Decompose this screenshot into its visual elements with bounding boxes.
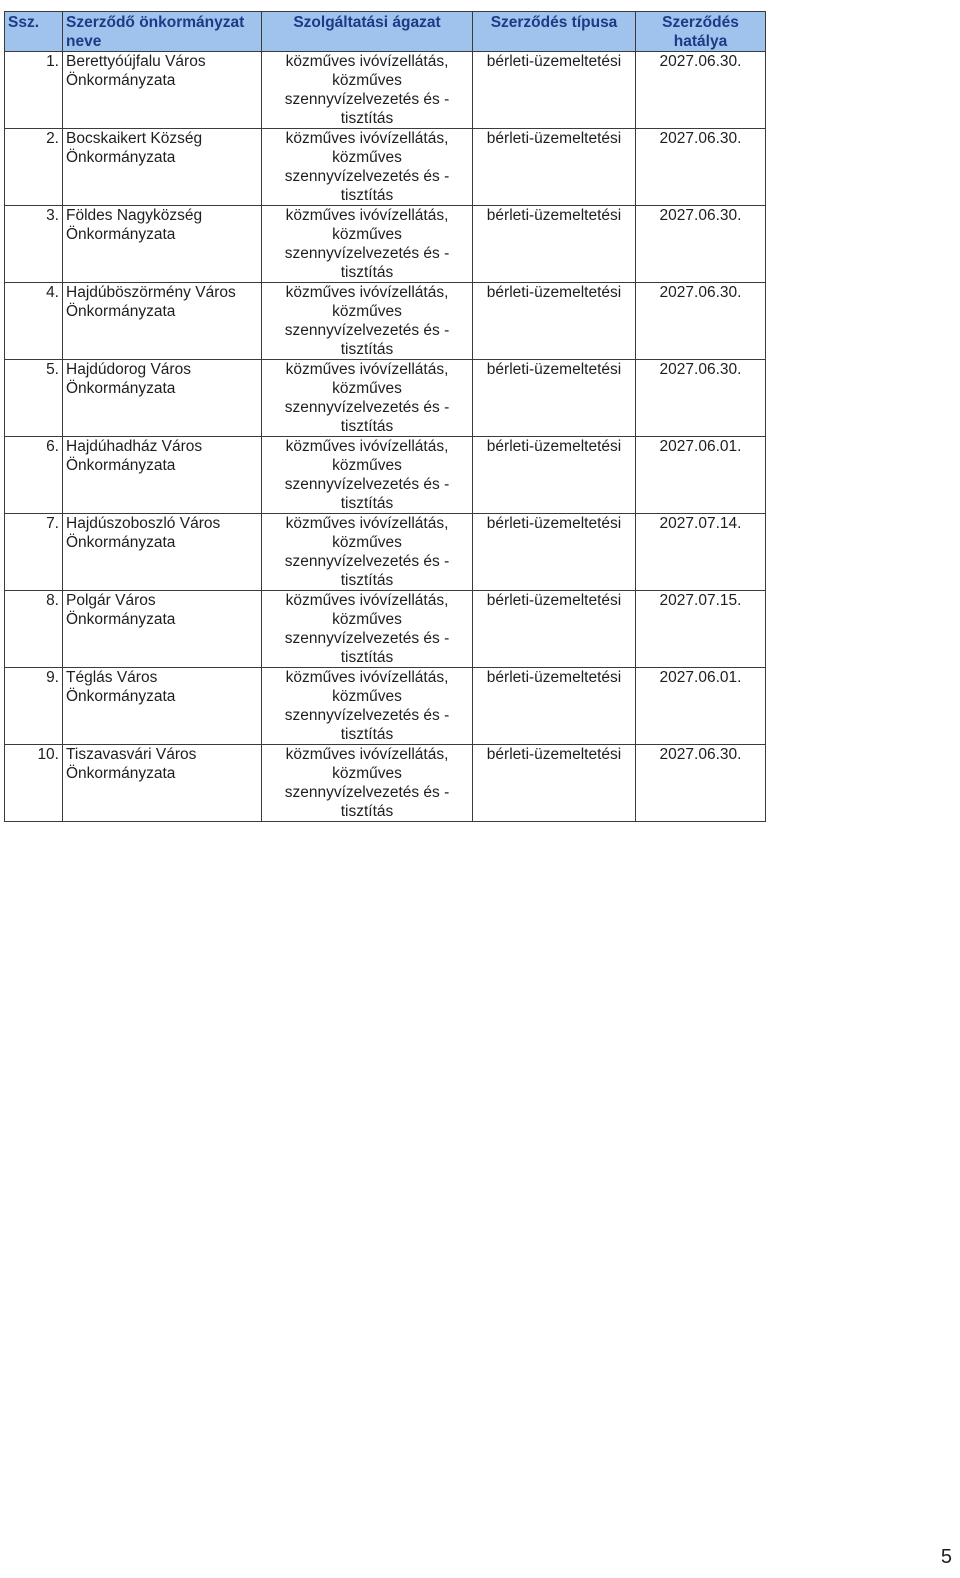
cell-contract-validity: 2027.06.30. [636,360,766,437]
cell-municipality-name [63,360,262,437]
cell-contract-type: bérleti-üzemeltetési [473,52,636,129]
sector-line: közműves ivóvízellátás, [285,592,449,609]
sector-line: tisztítás [340,495,394,512]
name-line: Berettyóújfalu Város [66,53,206,70]
cell-contract-type: bérleti-üzemeltetési [473,129,636,206]
name-line: Önkormányzata [66,611,176,628]
cell-contract-type: bérleti-üzemeltetési [473,206,636,283]
cell-ssz: 6. [5,437,63,514]
table-row [5,591,766,668]
sector-line: tisztítás [340,726,394,743]
sector-line: tisztítás [340,110,394,127]
cell-contract-validity: 2027.06.01. [636,668,766,745]
cell-municipality-name [63,52,262,129]
cell-service-sector [262,52,473,129]
cell-ssz: 10. [5,745,63,822]
cell-municipality-name [63,745,262,822]
table-row [5,206,766,283]
name-line: Önkormányzata [66,457,176,474]
cell-ssz: 5. [5,360,63,437]
cell-contract-type: bérleti-üzemeltetési [473,514,636,591]
sector-line: tisztítás [340,572,394,589]
sector-line: közműves ivóvízellátás, [285,284,449,301]
table-row [5,52,766,129]
name-line: Önkormányzata [66,303,176,320]
name-line: Önkormányzata [66,226,176,243]
cell-contract-type: bérleti-üzemeltetési [473,283,636,360]
sector-line: közműves ivóvízellátás, [285,53,449,70]
cell-contract-type: bérleti-üzemeltetési [473,591,636,668]
sector-line: közműves [332,303,402,320]
sector-line: szennyvízelvezetés és - [284,784,450,801]
cell-contract-validity: 2027.06.30. [636,129,766,206]
name-line: Hajdúhadház Város [66,438,203,455]
header-ssz: Ssz. [5,12,63,52]
cell-municipality-name [63,437,262,514]
sector-line: szennyvízelvezetés és - [284,476,450,493]
cell-service-sector [262,514,473,591]
sector-line: tisztítás [340,649,394,666]
cell-contract-type: bérleti-üzemeltetési [473,360,636,437]
cell-ssz: 4. [5,283,63,360]
cell-service-sector [262,206,473,283]
cell-contract-validity: 2027.07.14. [636,514,766,591]
cell-contract-validity: 2027.06.30. [636,206,766,283]
name-line: Önkormányzata [66,765,176,782]
sector-line: szennyvízelvezetés és - [284,168,450,185]
sector-line: szennyvízelvezetés és - [284,322,450,339]
name-line: Hajdúszoboszló Város [66,515,221,532]
sector-line: szennyvízelvezetés és - [284,91,450,108]
cell-contract-validity: 2027.06.01. [636,437,766,514]
cell-contract-type: bérleti-üzemeltetési [473,668,636,745]
contracts-table [4,11,766,822]
sector-line: közműves ivóvízellátás, [285,207,449,224]
cell-service-sector [262,283,473,360]
sector-line: közműves ivóvízellátás, [285,515,449,532]
table-row [5,668,766,745]
cell-municipality-name [63,206,262,283]
header-service-sector: Szolgáltatási ágazat [262,12,473,52]
sector-line: közműves [332,226,402,243]
cell-contract-type: bérleti-üzemeltetési [473,745,636,822]
table-header-row [5,12,766,52]
header-contract-type: Szerződés típusa [473,12,636,52]
sector-line: közműves [332,380,402,397]
cell-ssz: 1. [5,52,63,129]
cell-ssz: 3. [5,206,63,283]
cell-service-sector [262,591,473,668]
header-contract-validity: Szerződés hatálya [636,12,766,52]
cell-municipality-name [63,591,262,668]
name-line: Önkormányzata [66,534,176,551]
name-line: Önkormányzata [66,149,176,166]
sector-line: szennyvízelvezetés és - [284,553,450,570]
name-line: Hajdúdorog Város [66,361,191,378]
sector-line: tisztítás [340,803,394,820]
sector-line: közműves [332,688,402,705]
cell-service-sector [262,360,473,437]
sector-line: közműves [332,534,402,551]
sector-line: közműves [332,765,402,782]
cell-municipality-name [63,129,262,206]
sector-line: tisztítás [340,341,394,358]
table-row [5,745,766,822]
name-line: Hajdúböszörmény Város [66,284,236,301]
table-row [5,360,766,437]
cell-municipality-name [63,668,262,745]
cell-contract-validity: 2027.07.15. [636,591,766,668]
sector-line: tisztítás [340,187,394,204]
header-municipality-name: Szerződő önkormányzat neve [63,12,262,52]
sector-line: közműves ivóvízellátás, [285,669,449,686]
page-number: 5 [940,1546,952,1568]
sector-line: közműves ivóvízellátás, [285,746,449,763]
cell-municipality-name [63,283,262,360]
sector-line: szennyvízelvezetés és - [284,630,450,647]
cell-ssz: 8. [5,591,63,668]
name-line: Téglás Város [66,669,158,686]
sector-line: közműves ivóvízellátás, [285,130,449,147]
name-line: Önkormányzata [66,72,176,89]
sector-line: közműves [332,611,402,628]
cell-municipality-name [63,514,262,591]
name-line: Tiszavasvári Város [66,746,197,763]
sector-line: közműves [332,72,402,89]
sector-line: tisztítás [340,264,394,281]
sector-line: szennyvízelvezetés és - [284,245,450,262]
name-line: Földes Nagyközség [66,207,203,224]
sector-line: közműves ivóvízellátás, [285,361,449,378]
sector-line: tisztítás [340,418,394,435]
table-row [5,437,766,514]
cell-contract-validity: 2027.06.30. [636,52,766,129]
name-line: Polgár Város [66,592,156,609]
cell-contract-validity: 2027.06.30. [636,283,766,360]
cell-service-sector [262,129,473,206]
sector-line: szennyvízelvezetés és - [284,707,450,724]
table-row [5,283,766,360]
name-line: Bocskaikert Község [66,130,203,147]
cell-contract-validity: 2027.06.30. [636,745,766,822]
cell-service-sector [262,437,473,514]
cell-ssz: 7. [5,514,63,591]
sector-line: közműves [332,457,402,474]
cell-ssz: 9. [5,668,63,745]
cell-service-sector [262,668,473,745]
table-row [5,514,766,591]
table-row [5,129,766,206]
cell-contract-type: bérleti-üzemeltetési [473,437,636,514]
cell-service-sector [262,745,473,822]
name-line: Önkormányzata [66,688,176,705]
sector-line: szennyvízelvezetés és - [284,399,450,416]
name-line: Önkormányzata [66,380,176,397]
sector-line: közműves ivóvízellátás, [285,438,449,455]
sector-line: közműves [332,149,402,166]
cell-ssz: 2. [5,129,63,206]
